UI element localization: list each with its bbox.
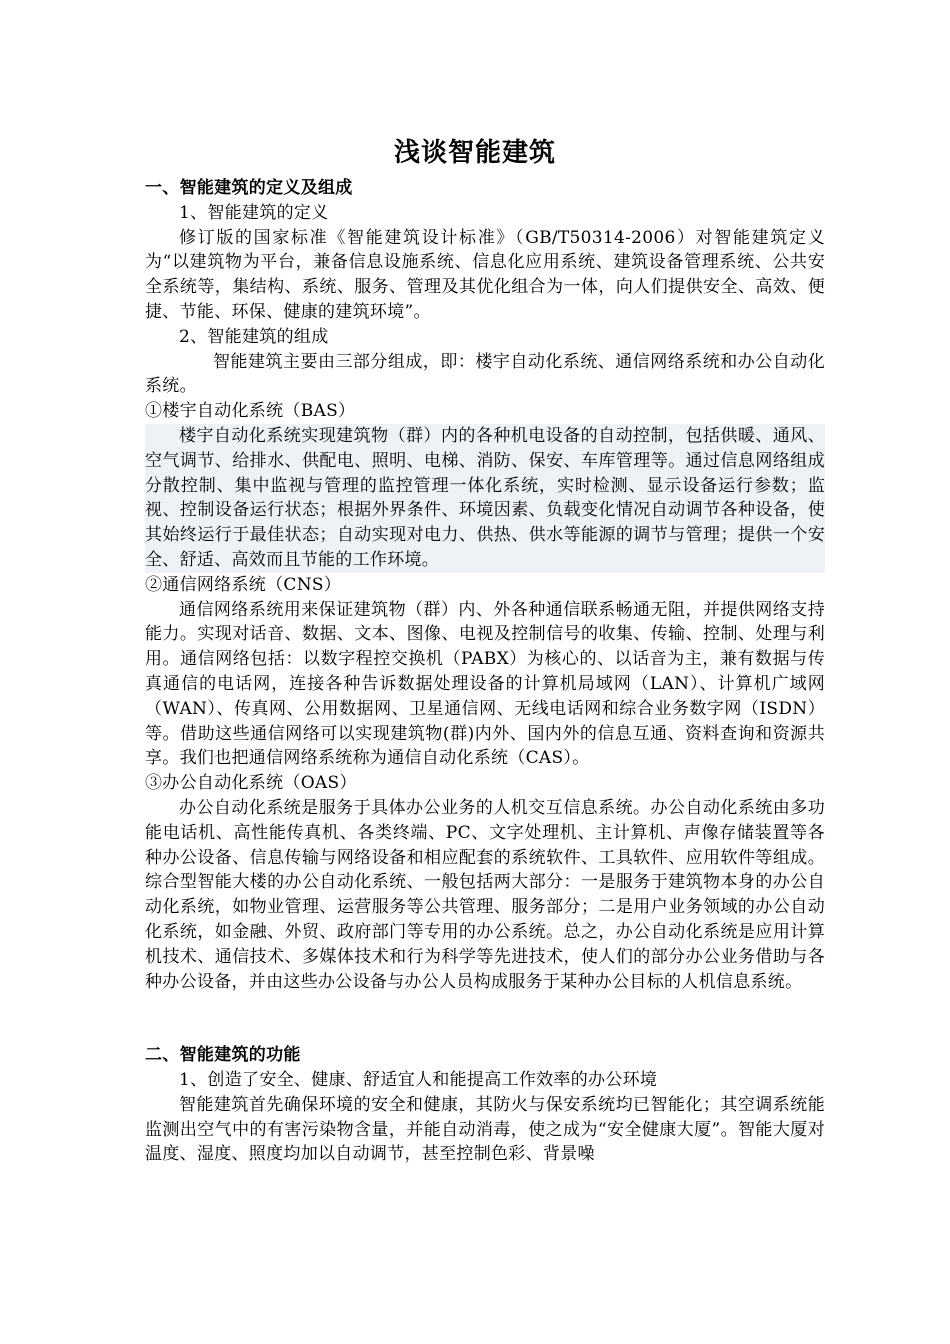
cns-item-text: 通信网络系统用来保证建筑物（群）内、外各种通信联系畅通无阻，并提供网络支持能力。实现对话音、数据、文本、图像、电视及控制信号的收集、传输、控制、处理与利用。通信网络包括：以数字程控交换机（PABX）为核心的、以话音为主，兼有数据与传真通信的电话网，连接各种告诉数据处理设备的计算机局域网（LAN）、计算机广域网（WAN）、传真网、公用数据网、卫星通信网、无线电话网和综合业务数字网（ISDN）等。借助这些通信网络可以实现建筑物(群)内外、国内外的信息互通、资料查询和资源共享。我们也把通信网络系统称为通信自动化系统（CAS）。 [145, 599, 825, 769]
document-body [145, 176, 825, 1167]
bas-item-text: 楼宇自动化系统实现建筑物（群）内的各种机电设备的自动控制，包括供暖、通风、空气调节、给排水、供配电、照明、电梯、消防、保安、车库管理等。通过信息网络组成分散控制、集中监视与管理的监控管理一体化系统，实时检测、显示设备运行参数；监视、控制设备运行状态；根据外界条件、环境因素、负载变化情况自动调节各种设备，使其始终运行于最佳状态；自动实现对电力、供热、供水等能源的调节与管理；提供一个安全、舒适、高效而且节能的工作环境。 [145, 424, 825, 573]
cns-item-heading: ②通信网络系统（CNS） [145, 574, 342, 595]
section-1-heading: 一、智能建筑的定义及组成 [145, 178, 353, 198]
section-spacer [145, 994, 825, 1043]
section-2-para-1: 智能建筑首先确保环境的安全和健康，其防火与保安系统均已智能化；其空调系统能监测出空气中的有害污染物含量，并能自动消毒，使之成为“安全健康大厦”。智能大厦对温度、湿度、照度均加以自动调节，甚至控制色彩、背景噪 [145, 1094, 825, 1165]
section-1-sub-1: 1、智能建筑的定义 [179, 202, 329, 223]
section-1-para-1: 修订版的国家标准《智能建筑设计标准》（GB/T50314-2006）对智能建筑定义为“以建筑物为平台，兼备信息设施系统、信息化应用系统、建筑设备管理系统、公共安全系统等，集结构、系统、服务、管理及其优化组合为一体，向人们提供安全、高效、便捷、节能、环保、健康的建筑环境”。 [145, 227, 825, 322]
oas-item-heading: ③办公自动化系统（OAS） [145, 773, 357, 794]
section-1-para-2: 智能建筑主要由三部分组成，即：楼宇自动化系统、通信网络系统和办公自动化系统。 [145, 351, 825, 397]
section-2-heading: 二、智能建筑的功能 [145, 1045, 301, 1066]
document-title: 浅谈智能建筑 [393, 138, 556, 168]
section-1-sub-2: 2、智能建筑的组成 [179, 326, 329, 347]
bas-item-heading: ①楼宇自动化系统（BAS） [145, 401, 356, 422]
oas-item-text: 办公自动化系统是服务于具体办公业务的人机交互信息系统。办公自动化系统由多功能电话机、高性能传真机、各类终端、PC、文字处理机、主计算机、声像存储装置等各种办公设备、信息传输与网络设备和相应配套的系统软件、工具软件、应用软件等组成。综合型智能大楼的办公自动化系统、一般包括两大部分：一是服务于建筑物本身的办公自动化系统，如物业管理、运营服务等公共管理、服务部分；二是用户业务领域的办公自动化系统，如金融、外贸、政府部门等专用的办公系统。总之，办公自动化系统是应用计算机技术、通信技术、多媒体技术和行为科学等先进技术，使人们的部分办公业务借助与各种办公设备，并由这些办公设备与办公人员构成服务于某种办公目标的人机信息系统。 [145, 797, 825, 992]
section-2-sub-1: 1、创造了安全、健康、舒适宜人和能提高工作效率的办公环境 [179, 1070, 658, 1091]
